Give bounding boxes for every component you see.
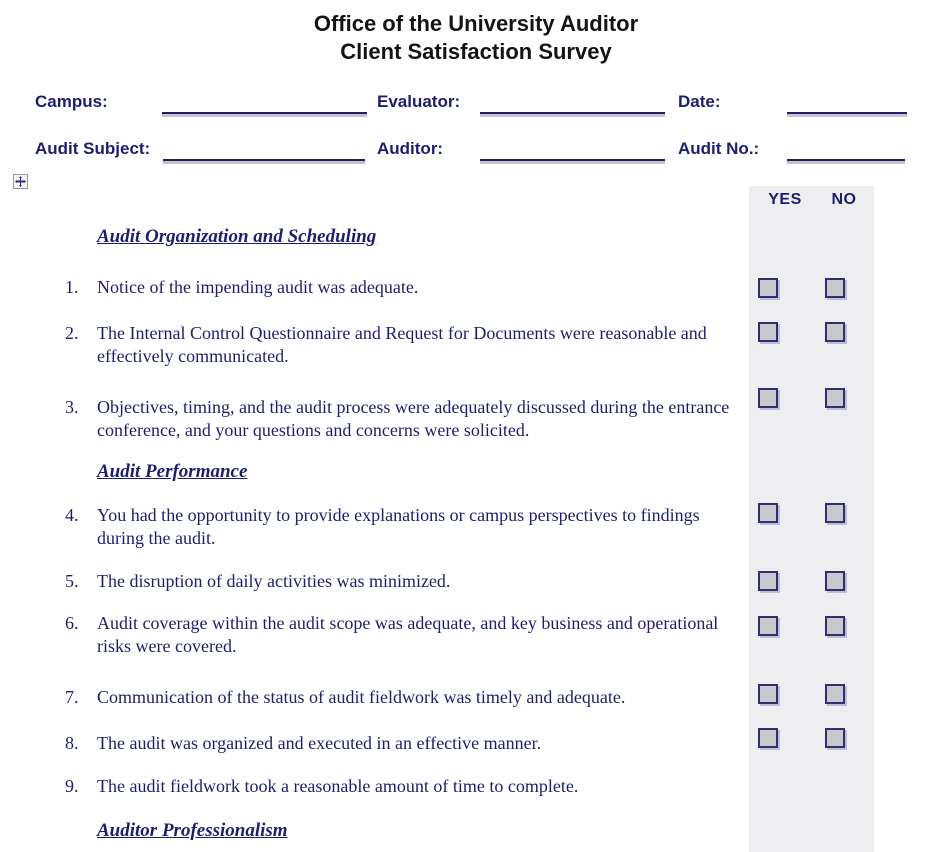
item-text: Objectives, timing, and the audit process were adequately discussed during the entrance conference, and your questions and concerns were solicited. (97, 397, 730, 440)
item-text: Communication of the status of audit fieldwork was timely and adequate. (97, 687, 626, 707)
yes-checkbox[interactable] (758, 388, 778, 408)
item-text: The Internal Control Questionnaire and Request for Documents were reasonable and effectively communicated. (97, 323, 707, 366)
item-text: The disruption of daily activities was minimized. (97, 571, 451, 591)
yes-checkbox[interactable] (758, 684, 778, 704)
yes-checkbox[interactable] (758, 571, 778, 591)
no-checkbox[interactable] (825, 322, 845, 342)
item-text: You had the opportunity to provide explanations or campus perspectives to findings during the audit. (97, 505, 700, 548)
item-text: Audit coverage within the audit scope was adequate, and key business and operational risks were covered. (97, 613, 719, 656)
item-number: 8. (65, 733, 79, 753)
survey-item-9 (65, 775, 747, 798)
yes-checkbox[interactable] (758, 278, 778, 298)
evaluator-label: Evaluator: (377, 92, 461, 111)
campus-label: Campus: (35, 92, 108, 111)
move-arrows-icon (15, 176, 26, 187)
section-heading-auditor-professionalism: Auditor Professionalism (97, 820, 288, 841)
survey-item-3 (65, 396, 747, 442)
item-text: The audit was organized and executed in an effective manner. (97, 733, 542, 753)
item-number: 6. (65, 613, 79, 633)
no-column-header: NO (831, 191, 857, 208)
item-number: 1. (65, 277, 79, 297)
no-checkbox[interactable] (825, 388, 845, 408)
audit-subject-field-line[interactable] (163, 139, 365, 161)
survey-item-1 (65, 276, 747, 299)
auditor-field-line[interactable] (480, 139, 665, 161)
evaluator-field-line[interactable] (480, 92, 665, 114)
item-number: 2. (65, 323, 79, 343)
section-heading-audit-organization: Audit Organization and Scheduling (97, 226, 377, 247)
date-label: Date: (678, 92, 721, 111)
item-number: 4. (65, 505, 79, 525)
item-number: 3. (65, 397, 79, 417)
survey-item-4 (65, 504, 747, 550)
audit-subject-label: Audit Subject: (35, 139, 151, 158)
yes-checkbox[interactable] (758, 728, 778, 748)
no-checkbox[interactable] (825, 278, 845, 298)
yes-column-header: YES (768, 191, 802, 208)
table-move-handle-icon[interactable] (13, 174, 28, 189)
audit-no-field-line[interactable] (787, 139, 905, 161)
item-number: 7. (65, 687, 79, 707)
page-title (0, 10, 952, 66)
page-title-line2: Client Satisfaction Survey (340, 39, 612, 64)
auditor-label: Auditor: (377, 139, 444, 158)
item-text: The audit fieldwork took a reasonable amount of time to complete. (97, 776, 579, 796)
survey-item-8 (65, 732, 747, 755)
item-number: 5. (65, 571, 79, 591)
no-checkbox[interactable] (825, 684, 845, 704)
audit-no-label: Audit No.: (678, 139, 760, 158)
date-field-line[interactable] (787, 92, 907, 114)
section-heading-audit-performance: Audit Performance (97, 461, 248, 482)
item-number: 9. (65, 776, 79, 796)
yes-checkbox[interactable] (758, 322, 778, 342)
page-title-line1: Office of the University Auditor (313, 11, 639, 36)
survey-item-7 (65, 686, 747, 709)
no-checkbox[interactable] (825, 728, 845, 748)
campus-field-line[interactable] (162, 92, 367, 114)
yes-checkbox[interactable] (758, 503, 778, 523)
no-checkbox[interactable] (825, 503, 845, 523)
survey-item-5 (65, 570, 747, 593)
item-text: Notice of the impending audit was adequate. (97, 277, 419, 297)
survey-item-6 (65, 612, 747, 658)
yes-checkbox[interactable] (758, 616, 778, 636)
no-checkbox[interactable] (825, 571, 845, 591)
no-checkbox[interactable] (825, 616, 845, 636)
survey-item-2 (65, 322, 747, 368)
